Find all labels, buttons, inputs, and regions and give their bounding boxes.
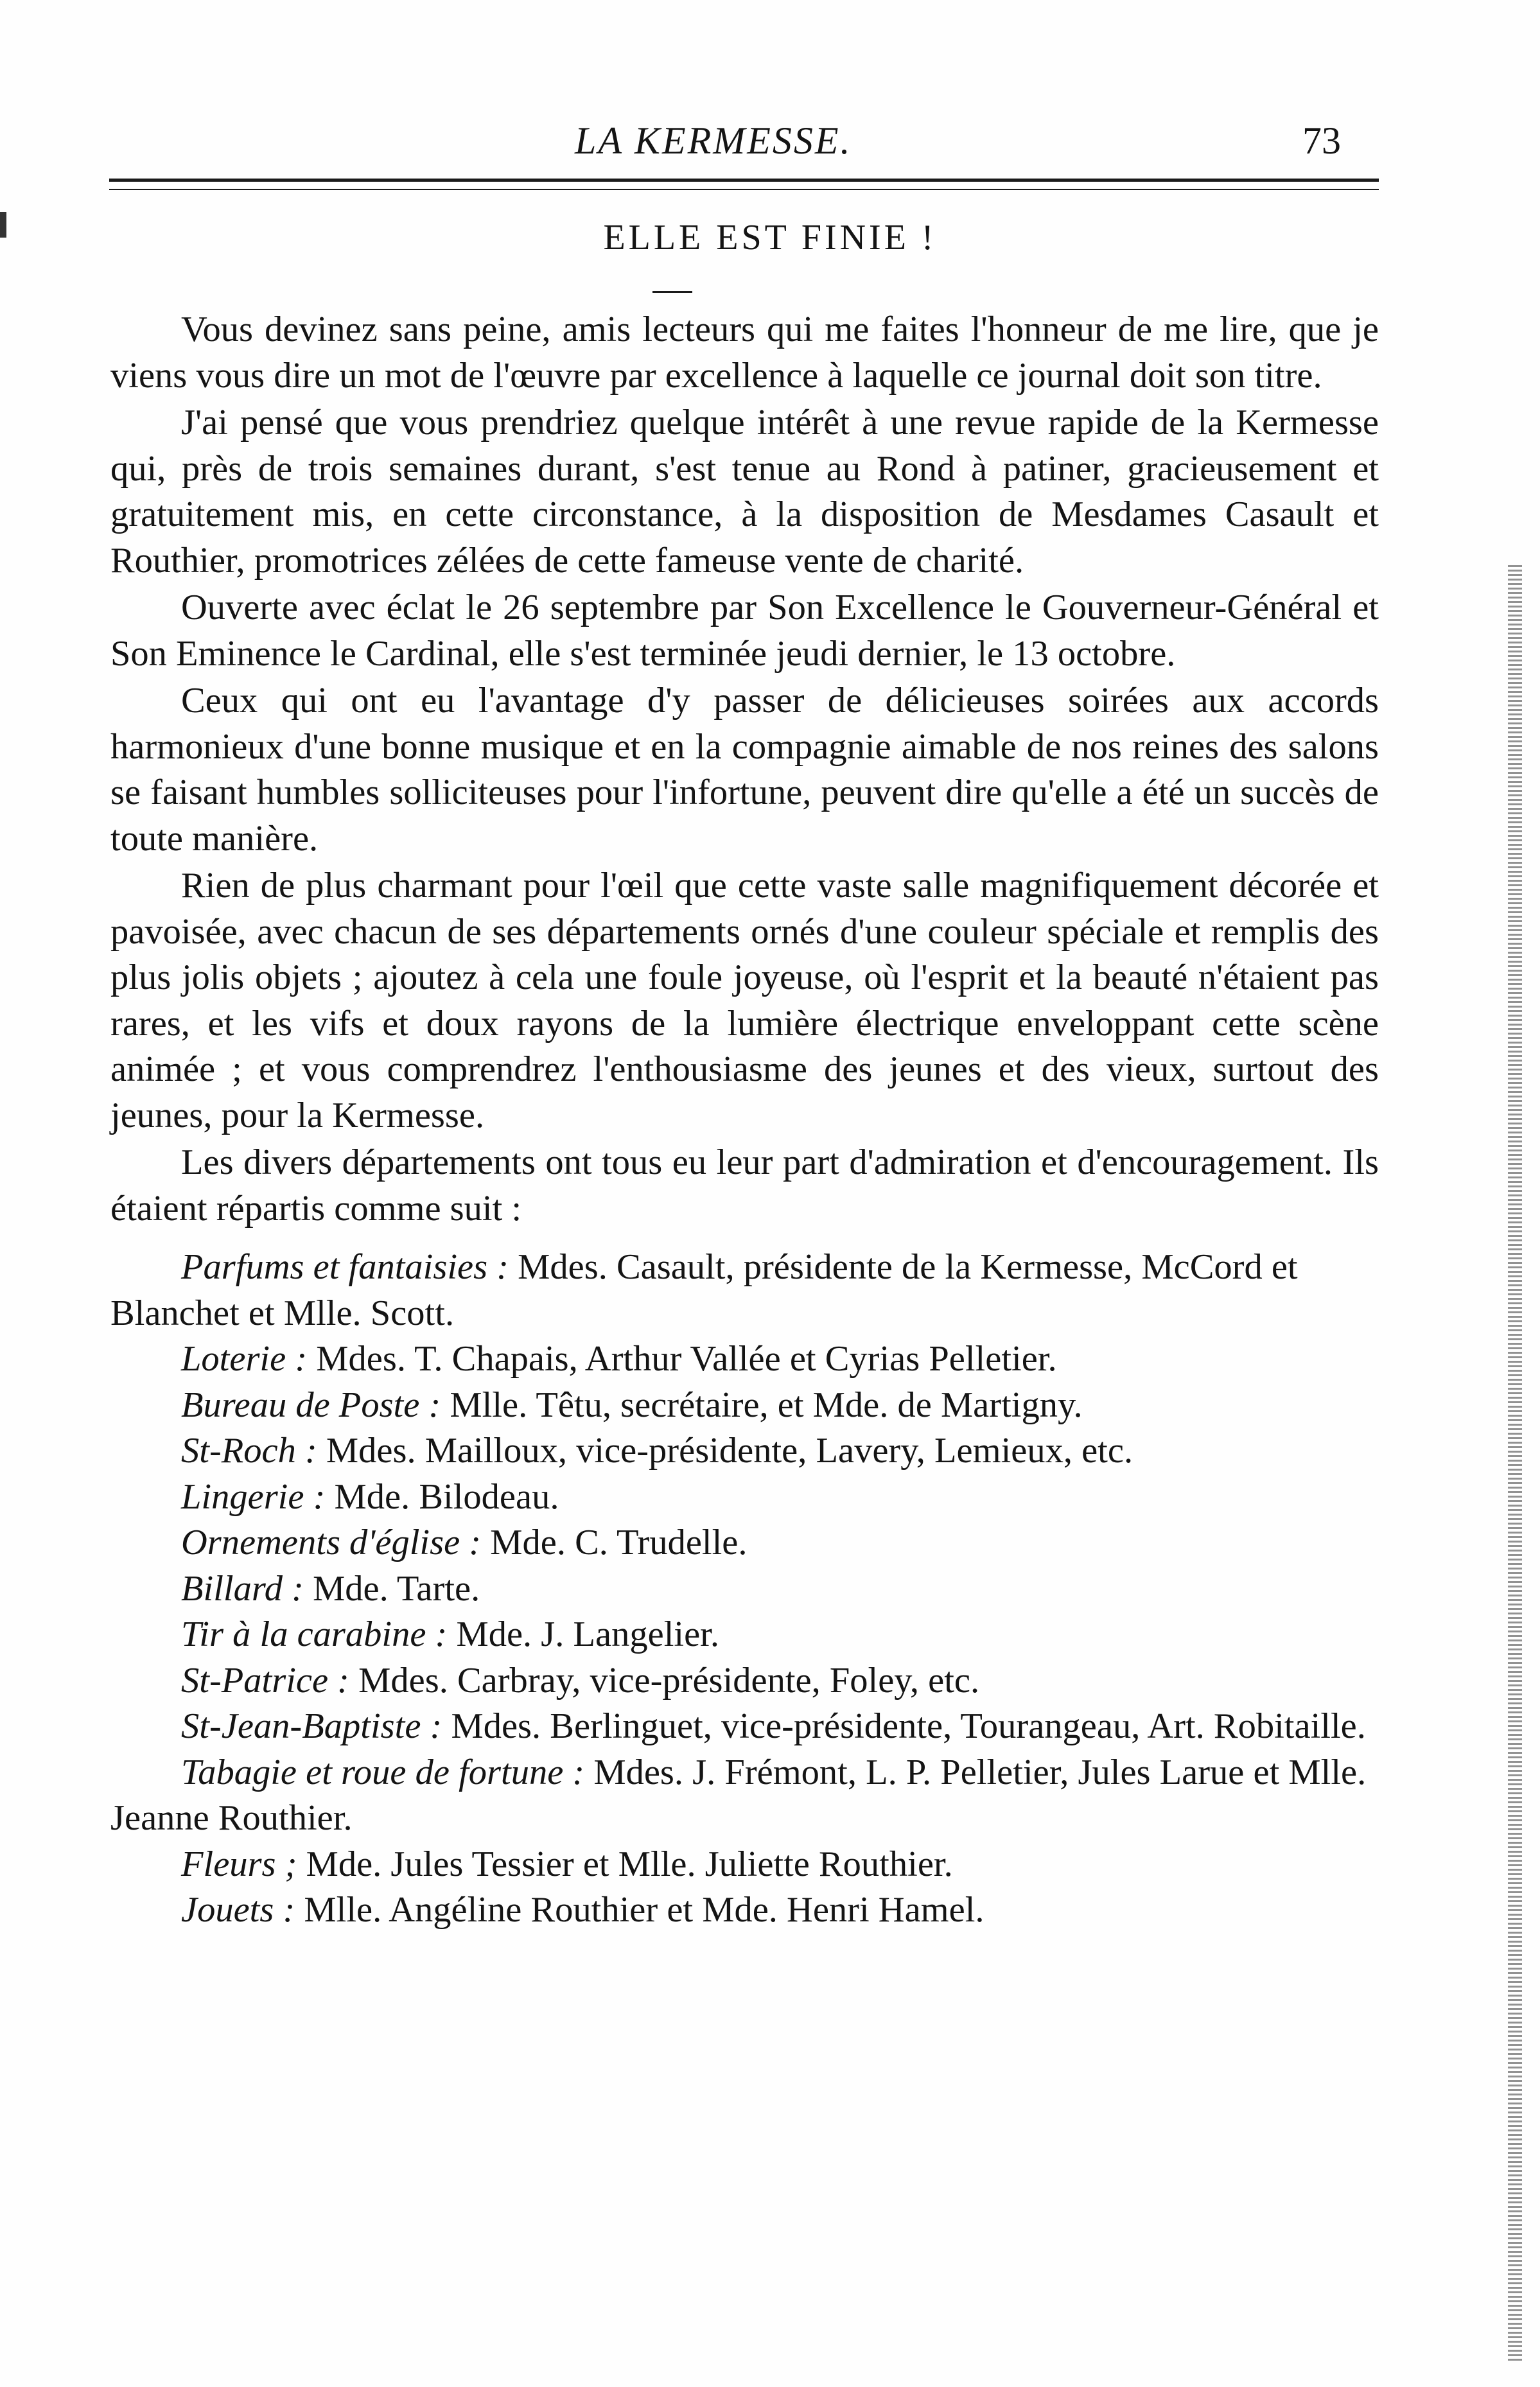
department-name: Tabagie et roue de fortune : bbox=[181, 1752, 585, 1792]
department-entry bbox=[110, 1336, 1379, 1383]
department-name: Loterie : bbox=[181, 1339, 308, 1379]
department-members: Mdes. Carbray, vice-présidente, Foley, etc. bbox=[358, 1660, 980, 1701]
department-entry bbox=[110, 1520, 1379, 1566]
department-entry bbox=[110, 1887, 1379, 1934]
department-members: Mde. Tarte. bbox=[313, 1568, 480, 1609]
department-entry bbox=[110, 1474, 1379, 1521]
department-entry bbox=[110, 1383, 1379, 1429]
department-members: Mde. J. Langelier. bbox=[456, 1614, 719, 1654]
department-name: St-Roch : bbox=[181, 1431, 317, 1471]
header-rule-thick bbox=[109, 179, 1379, 182]
paragraph: Rien de plus charmant pour l'œil que cette vaste salle magnifiquement décorée et pavoisée, avec chacun de ses départements ornés d'une couleur spéciale et remplis des plus jolis objets ; ajoutez à cela une foule joyeuse, où l'esprit et la beauté n'étaient pas rares, et les vifs et doux rayons de la lumière électrique enveloppant cette scène animée ; et vous comprendrez l'enthousiasme des jeunes et des vieux, surtout des jeunes, pour la Kermesse. bbox=[110, 866, 1379, 1135]
paragraph: Ceux qui ont eu l'avantage d'y passer de délicieuses soirées aux accords harmonieux d'une bonne musique et en la compagnie aimable de nos reines des salons se faisant humbles solliciteuses pour l'infortune, peuvent dire qu'elle a été un succès de toute manière. bbox=[110, 681, 1379, 859]
article-body bbox=[110, 307, 1379, 1934]
page-number: 73 bbox=[1302, 119, 1341, 162]
department-entry bbox=[110, 1612, 1379, 1658]
department-entry bbox=[110, 1245, 1379, 1336]
paragraph: Vous devinez sans peine, amis lecteurs qui me faites l'honneur de me lire, que je viens vous dire un mot de l'œuvre par excellence à laquelle ce journal doit son titre. bbox=[110, 310, 1379, 396]
department-members: Mde. Jules Tessier et Mlle. Juliette Routhier. bbox=[306, 1844, 953, 1884]
department-name: Lingerie : bbox=[181, 1476, 326, 1517]
department-entry bbox=[110, 1566, 1379, 1613]
running-header-title: LA KERMESSE. bbox=[575, 119, 852, 162]
department-name: St-Jean-Baptiste : bbox=[181, 1706, 442, 1746]
department-members: Mdes. Berlinguet, vice-présidente, Tourangeau, Art. Robitaille. bbox=[451, 1706, 1366, 1746]
department-name: Tir à la carabine : bbox=[181, 1614, 448, 1654]
department-name: Fleurs ; bbox=[181, 1844, 297, 1884]
department-entry bbox=[110, 1750, 1379, 1842]
department-members: Mdes. Casault, présidente de la Kermesse, McCord et Blanchet et Mlle. Scott. bbox=[110, 1247, 1298, 1333]
paragraph: Les divers départements ont tous eu leur part d'admiration et d'encouragement. Ils étaient répartis comme suit : bbox=[110, 1142, 1379, 1228]
department-members: Mdes. Mailloux, vice-présidente, Lavery, Lemieux, etc. bbox=[326, 1431, 1133, 1471]
paragraph: J'ai pensé que vous prendriez quelque intérêt à une revue rapide de la Kermesse qui, près de trois semaines durant, s'est tenue au Rond à patiner, gracieusement et gratuitement mis, en cette circonstance, à la disposition de Mesdames Casault et Routhier, promotrices zélées de cette fameuse vente de charité. bbox=[110, 403, 1379, 581]
department-entry bbox=[110, 1704, 1379, 1750]
section-title: ELLE EST FINIE ! bbox=[603, 218, 937, 258]
header-rule-thin bbox=[109, 189, 1379, 190]
departments-list bbox=[110, 1245, 1379, 1934]
department-members: Mdes. T. Chapais, Arthur Vallée et Cyrias Pelletier. bbox=[316, 1339, 1057, 1379]
title-separator bbox=[652, 291, 692, 293]
paragraph: Ouverte avec éclat le 26 septembre par Son Excellence le Gouverneur-Général et Son Eminence le Cardinal, elle s'est terminée jeudi dernier, le 13 octobre. bbox=[110, 588, 1379, 674]
department-name: Parfums et fantaisies : bbox=[181, 1247, 509, 1287]
department-members: Mde. C. Trudelle. bbox=[490, 1523, 748, 1562]
page-edge-texture bbox=[1508, 565, 1522, 2363]
department-entry bbox=[110, 1842, 1379, 1888]
department-name: Ornements d'église : bbox=[181, 1523, 482, 1562]
department-members: Mlle. Têtu, secrétaire, et Mde. de Martigny. bbox=[450, 1385, 1083, 1425]
department-entry bbox=[110, 1428, 1379, 1474]
department-name: Billard : bbox=[181, 1568, 304, 1609]
department-name: St-Patrice : bbox=[181, 1660, 350, 1701]
department-entry bbox=[110, 1658, 1379, 1704]
department-members: Mlle. Angéline Routhier et Mde. Henri Hamel. bbox=[304, 1890, 984, 1930]
department-name: Jouets : bbox=[181, 1890, 295, 1930]
department-members: Mde. Bilodeau. bbox=[334, 1476, 559, 1517]
department-name: Bureau de Poste : bbox=[181, 1385, 441, 1425]
department-members: Mdes. J. Frémont, L. P. Pelletier, Jules Larue et Mlle. Jeanne Routhier. bbox=[110, 1752, 1367, 1838]
